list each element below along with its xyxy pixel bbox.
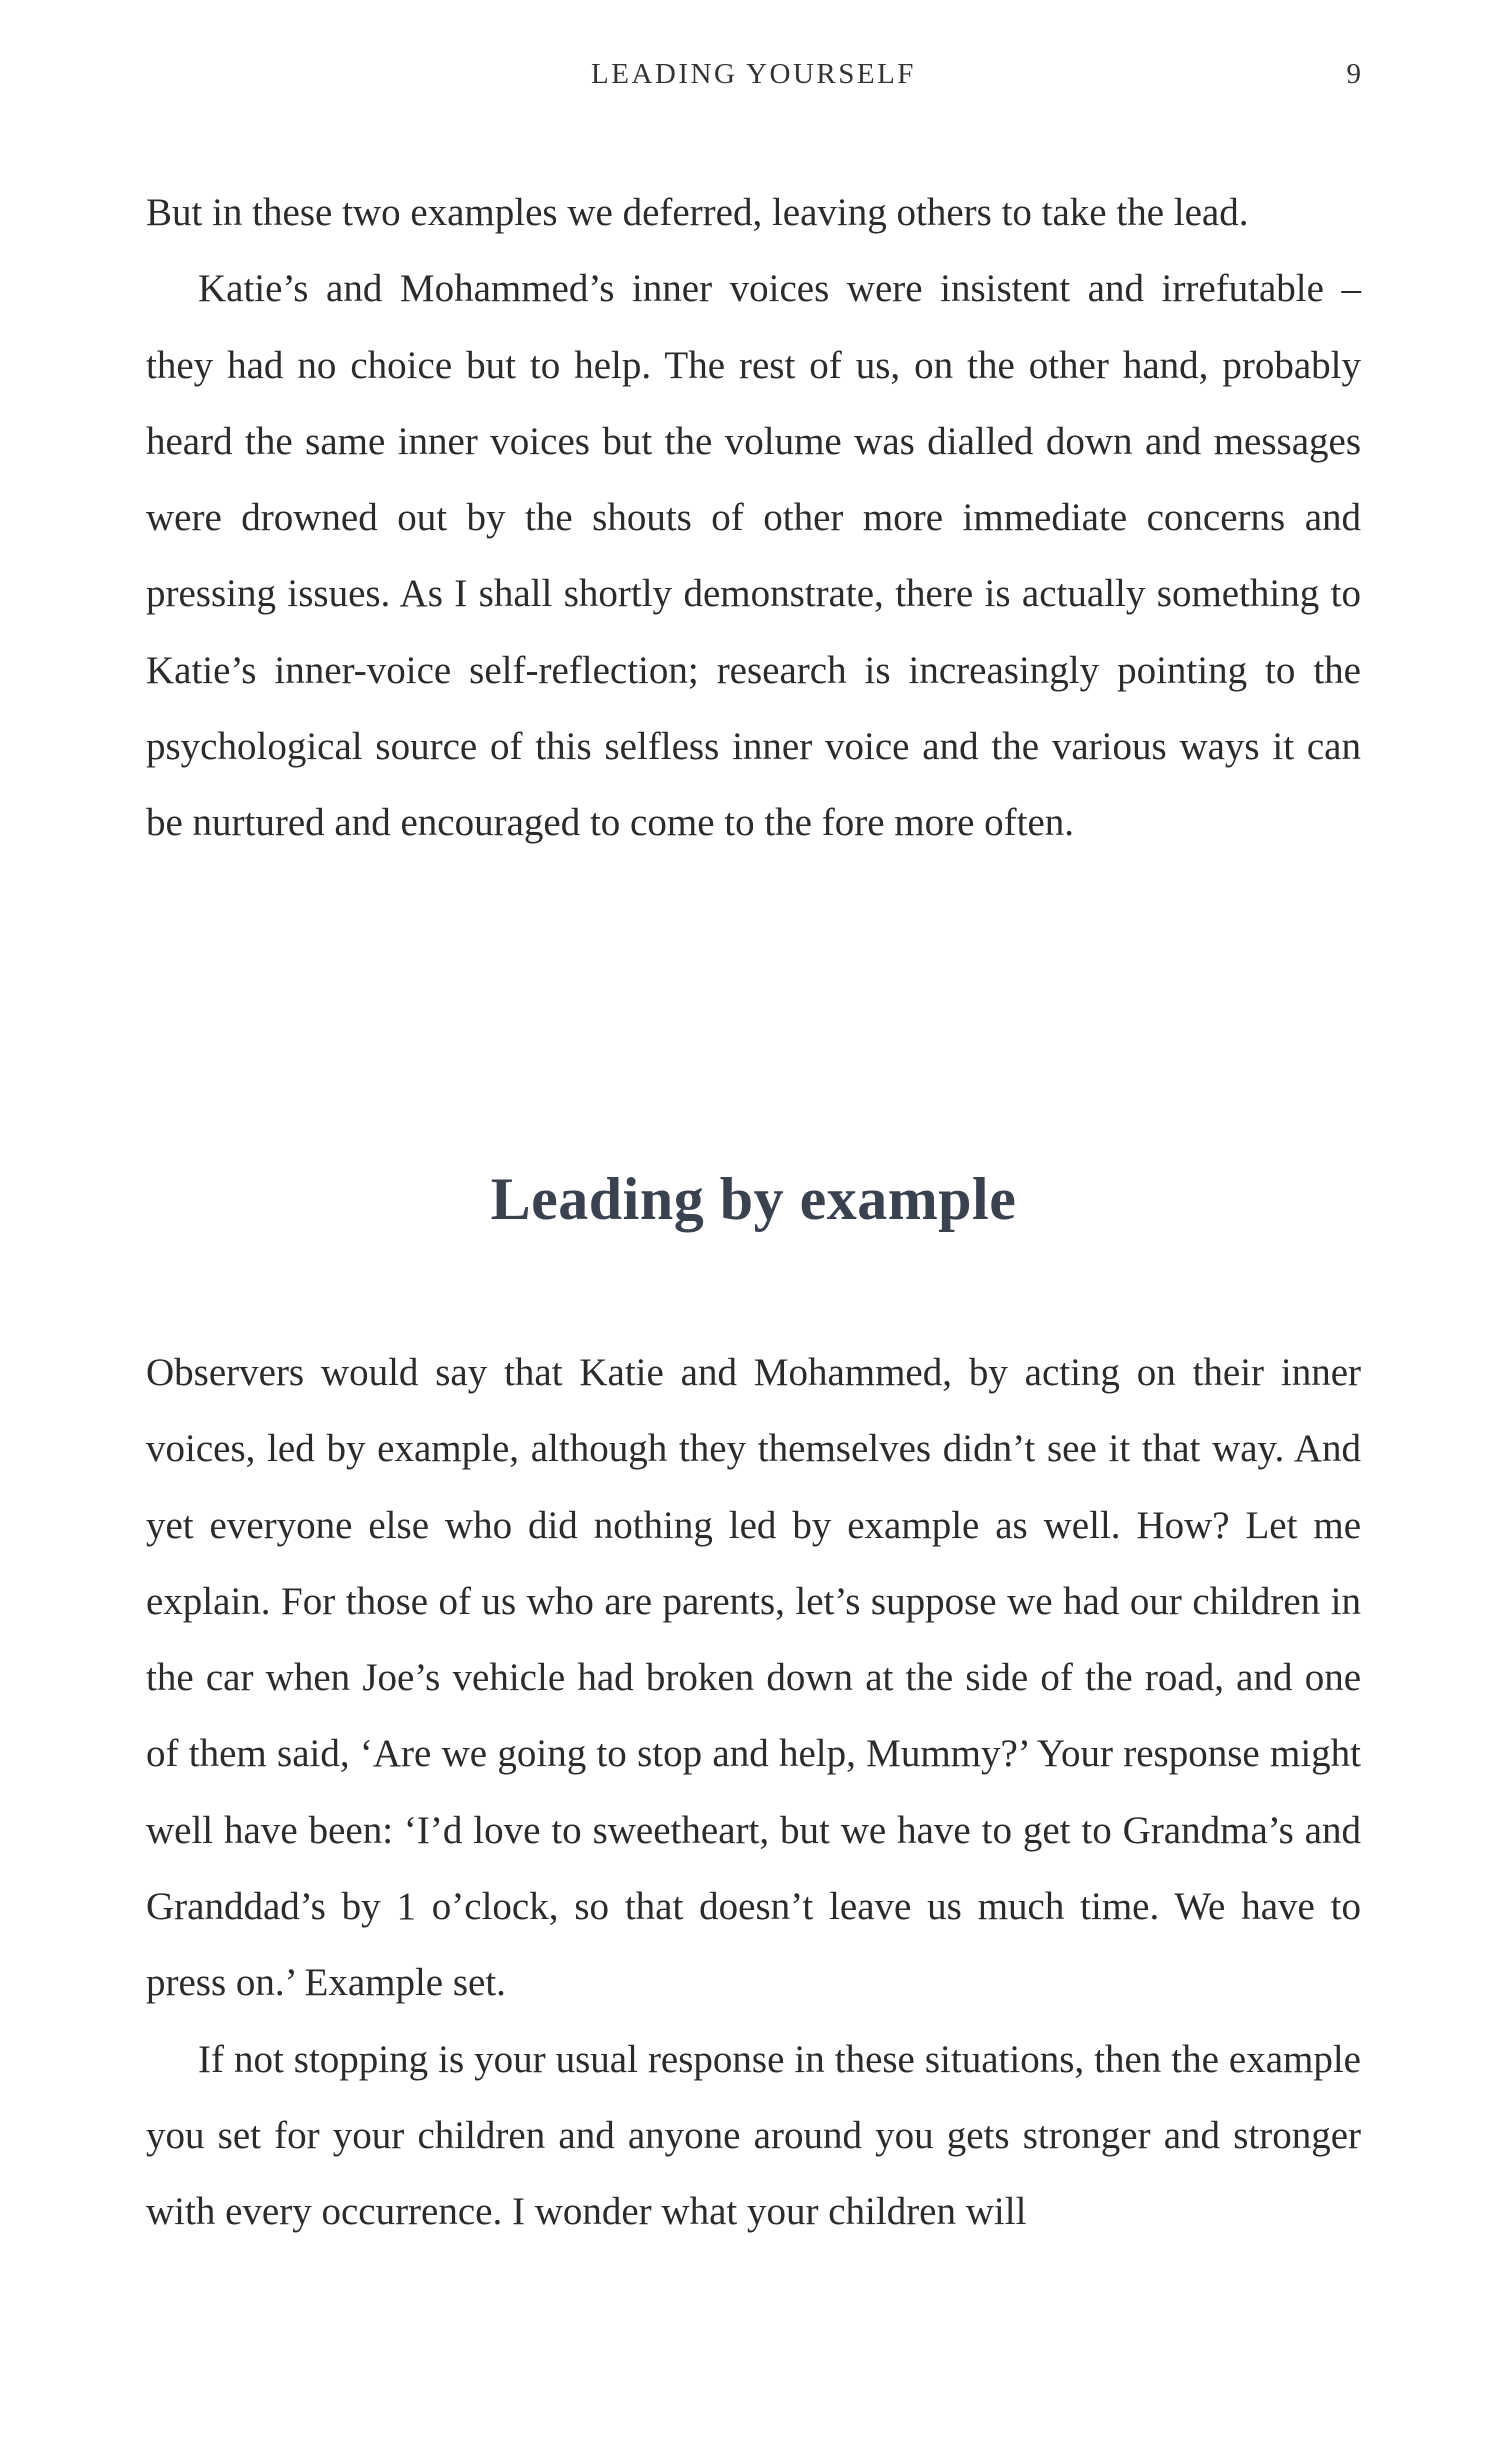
running-header [146,58,1361,98]
paragraph: But in these two examples we deferred, leaving others to take the lead. [146,191,1249,234]
body-text-section-two [146,1335,1361,2251]
running-title: LEADING YOURSELF [591,58,916,90]
page-number: 9 [1346,58,1361,90]
section-heading: Leading by example [490,1166,1017,1232]
body-text-section-one [146,175,1361,862]
paragraph: If not stopping is your usual response in these situations, then the example you set for your children and anyone around you gets stronger and stronger with every occurrence. I wonder what your children will [146,2037,1361,2234]
paragraph: Observers would say that Katie and Mohammed, by acting on their inner voices, led by example, although they themselves didn’t see it that way. And yet everyone else who did nothing led by example as well. How? Let me explain. For those of us who are parents, let’s suppose we had our children in the car when Joe’s vehicle had broken down at the side of the road, and one of them said, ‘Are we going to stop and help, Mummy?’ Your response might well have been: ‘I’d love to sweetheart, but we have to get to Grandma’s and Granddad’s by 1 o’clock, so that doesn’t leave us much time. We have to press on.’ Example set. [146,1351,1361,2005]
paragraph: Katie’s and Mohammed’s inner voices were insistent and irrefutable – they had no choice but to help. The rest of us, on the other hand, probably heard the same inner voices but the volume was dialled down and messages were drowned out by the shouts of other more immediate concerns and pressing issues. As I shall shortly demonstrate, there is actually something to Katie’s inner-voice self-reflection; research is increasingly pointing to the psychological source of this selfless inner voice and the various ways it can be nurtured and encouraged to come to the fore more often. [146,267,1361,845]
